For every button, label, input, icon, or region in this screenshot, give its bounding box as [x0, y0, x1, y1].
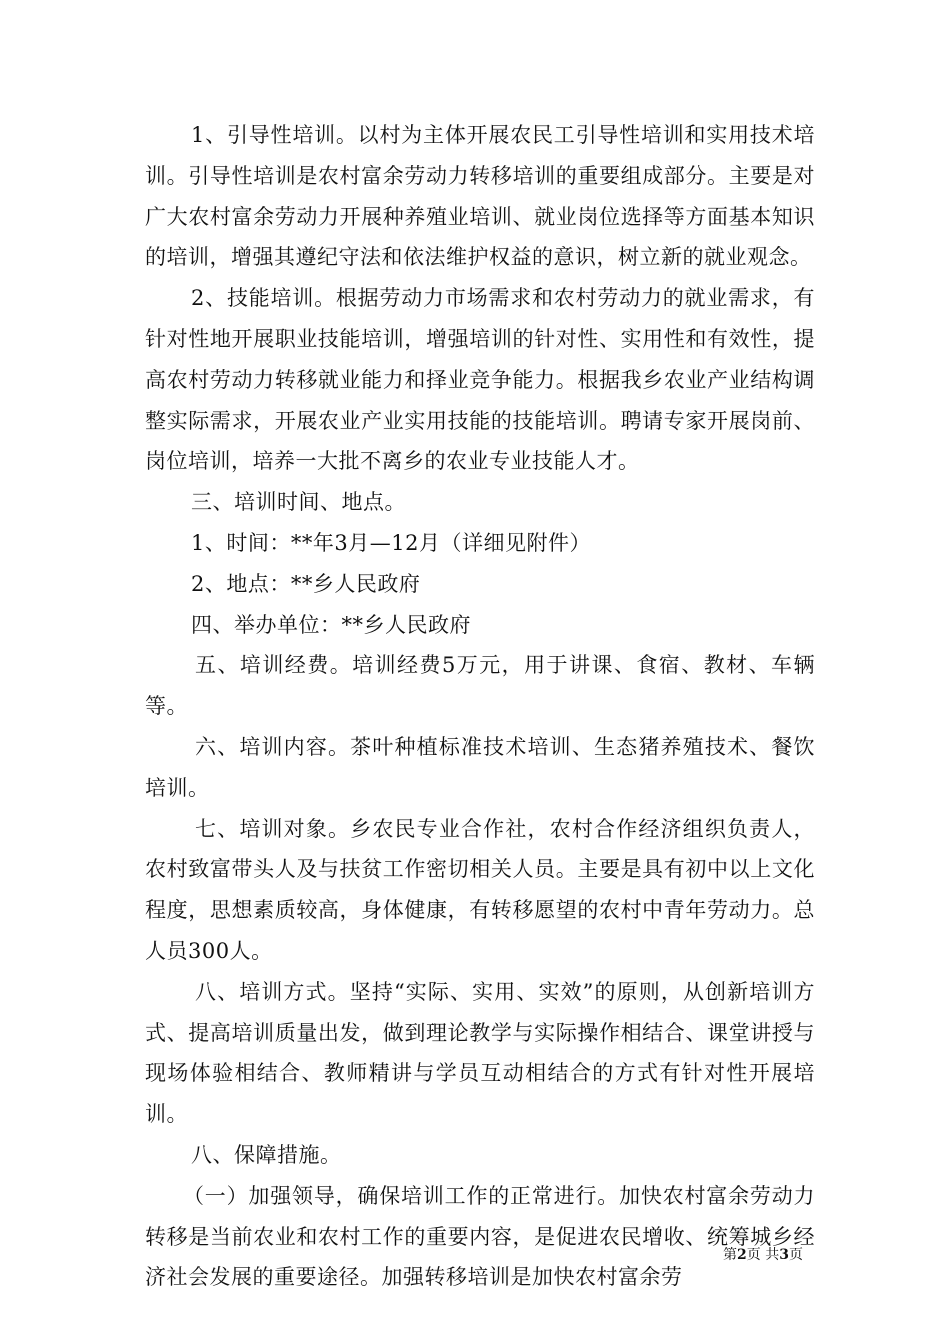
- paragraph-method: 八、培训方式。坚持“实际、实用、实效”的原则，从创新培训方式、提高培训质量出发，做到理论教学与实际操作相结合、课堂讲授与现场体验相结合、教师精讲与学员互动相结合的方式有针对性开展培训。: [145, 979, 815, 1127]
- page-number-footer: [723, 1246, 803, 1264]
- paragraph-funding: 五、培训经费。培训经费5万元，用于讲课、食宿、教材、车辆等。: [145, 653, 815, 719]
- paragraph-skills-training: 2、技能培训。根据劳动力市场需求和农村劳动力的就业需求，有针对性地开展职业技能培训，增强培训的针对性、实用性和有效性，提高农村劳动力转移就业能力和择业竞争能力。根据我乡农业产业结构调整实际需求，开展农业产业实用技能的技能培训。聘请专家开展岗前、岗位培训，培养一大批不离乡的农业专业技能人才。: [145, 286, 815, 474]
- document-body: [145, 115, 815, 1298]
- footer-suffix: 页: [789, 1247, 803, 1263]
- paragraph-guidance-training: 1、引导性培训。以村为主体开展农民工引导性培训和实用技术培训。引导性培训是农村富余劳动力转移培训的重要组成部分。主要是对广大农村富余劳动力开展种养殖业培训、就业岗位选择等方面基本知识的培训，增强其遵纪守法和依法维护权益的意识，树立新的就业观念。: [145, 123, 815, 270]
- footer-prefix: 第: [723, 1247, 738, 1263]
- heading-time-location: 三、培训时间、地点。: [191, 490, 406, 515]
- paragraph-target: 七、培训对象。乡农民专业合作社，农村合作经济组织负责人，农村致富带头人及与扶贫工作密切相关人员。主要是具有初中以上文化程度，思想素质较高，身体健康，有转移愿望的农村中青年劳动力。总人员300人。: [145, 816, 815, 963]
- paragraph-time: 1、时间：**年3月—12月（详细见附件）: [191, 530, 591, 555]
- paragraph-leadership: （一）加强领导，确保培训工作的正常进行。加快农村富余劳动力转移是当前农业和农村工作的重要内容，是促进农民增收、统筹城乡经济社会发展的重要途径。加强转移培训是加快农村富余劳: [145, 1183, 815, 1290]
- paragraph-organizer: 四、举办单位：**乡人民政府: [191, 612, 471, 637]
- current-page-number: 2: [737, 1247, 747, 1263]
- total-page-number: 3: [779, 1247, 789, 1263]
- paragraph-location: 2、地点：**乡人民政府: [191, 571, 421, 596]
- footer-middle: 页 共: [746, 1247, 780, 1263]
- paragraph-content: 六、培训内容。茶叶种植标准技术培训、生态猪养殖技术、餐饮培训。: [145, 734, 815, 800]
- heading-safeguards: 八、保障措施。: [191, 1142, 342, 1167]
